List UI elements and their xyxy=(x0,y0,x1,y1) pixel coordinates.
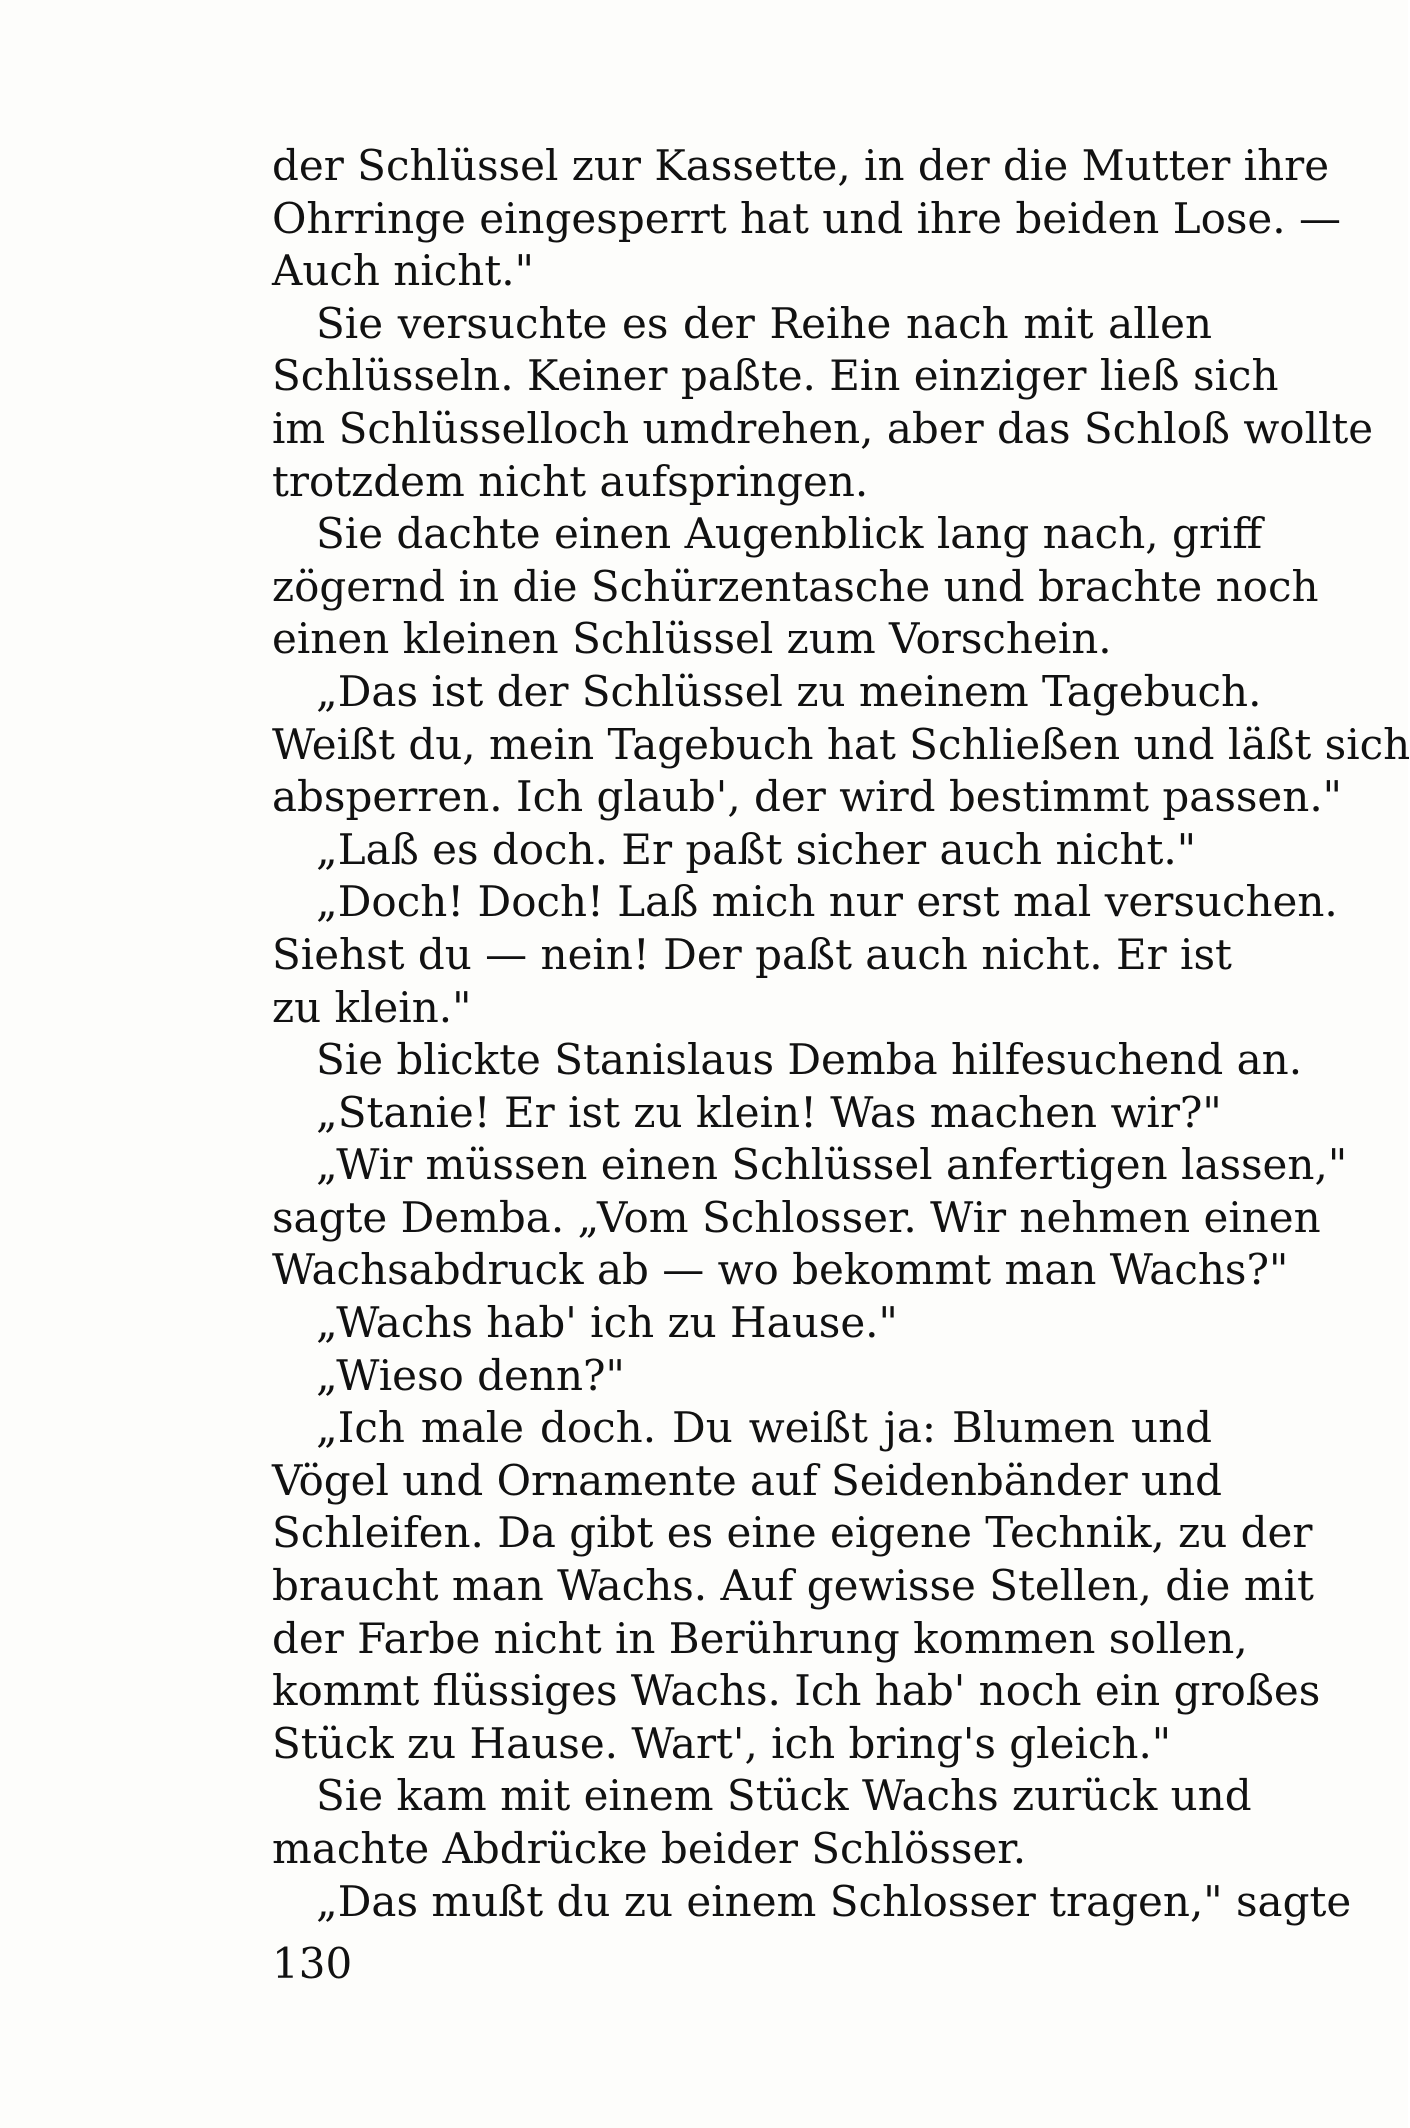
text-line: zögernd in die Schürzentasche und brachte noch xyxy=(272,561,1319,611)
text-line: Ohrringe eingesperrt hat und ihre beiden Lose. — xyxy=(272,193,1341,243)
text-line: der Schlüssel zur Kassette, in der die Mutter ihre xyxy=(272,141,1330,190)
page-number: 130 xyxy=(272,1939,353,1988)
text-line: „Das ist der Schlüssel zu meinem Tagebuch. xyxy=(316,666,1262,716)
text-line: einen kleinen Schlüssel zum Vorschein. xyxy=(272,614,1112,664)
text-line: „Wachs hab' ich zu Hause." xyxy=(316,1298,898,1348)
text-line: trotzdem nicht aufspringen. xyxy=(272,456,869,506)
text-line: Siehst du — nein! Der paßt auch nicht. Er ist xyxy=(272,929,1232,979)
text-line: im Schlüsselloch umdrehen, aber das Schloß wollte xyxy=(272,403,1374,453)
text-line: Wachsabdruck ab — wo bekommt man Wachs?" xyxy=(272,1245,1289,1295)
text-line: Sie kam mit einem Stück Wachs zurück und xyxy=(316,1771,1252,1821)
text-line: kommt flüssiges Wachs. Ich hab' noch ein großes xyxy=(272,1666,1321,1716)
text-line: „Wir müssen einen Schlüssel anfertigen lassen," xyxy=(316,1140,1348,1190)
body-text xyxy=(272,140,1410,1928)
text-line: „Stanie! Er ist zu klein! Was machen wir?" xyxy=(316,1087,1222,1137)
text-line: Sie versuchte es der Reihe nach mit allen xyxy=(316,298,1212,348)
text-line: „Wieso denn?" xyxy=(316,1350,625,1400)
text-line: Vögel und Ornamente auf Seidenbänder und xyxy=(272,1455,1223,1505)
text-line: Sie blickte Stanislaus Demba hilfesuchend an. xyxy=(316,1035,1303,1085)
text-line: absperren. Ich glaub', der wird bestimmt passen." xyxy=(272,772,1342,822)
text-line: „Ich male doch. Du weißt ja: Blumen und xyxy=(316,1403,1212,1453)
text-line: Schleifen. Da gibt es eine eigene Technik, zu der xyxy=(272,1508,1313,1558)
text-line: Auch nicht." xyxy=(272,246,534,296)
text-line: sagte Demba. „Vom Schlosser. Wir nehmen einen xyxy=(272,1192,1321,1242)
text-line: braucht man Wachs. Auf gewisse Stellen, die mit xyxy=(272,1561,1314,1611)
text-line: Stück zu Hause. Wart', ich bring's gleich." xyxy=(272,1718,1172,1768)
text-line: zu klein." xyxy=(272,982,472,1032)
text-line: machte Abdrücke beider Schlösser. xyxy=(272,1824,1027,1873)
text-line: „Das mußt du zu einem Schlosser tragen," sagte xyxy=(316,1876,1352,1926)
text-line: „Doch! Doch! Laß mich nur erst mal versuchen. xyxy=(316,877,1338,927)
text-line: Sie dachte einen Augenblick lang nach, griff xyxy=(316,509,1263,559)
text-line: Weißt du, mein Tagebuch hat Schließen und läßt sich xyxy=(272,719,1410,769)
text-line: der Farbe nicht in Berührung kommen sollen, xyxy=(272,1613,1248,1663)
text-line: „Laß es doch. Er paßt sicher auch nicht." xyxy=(316,824,1197,874)
text-line: Schlüsseln. Keiner paßte. Ein einziger ließ sich xyxy=(272,351,1279,401)
